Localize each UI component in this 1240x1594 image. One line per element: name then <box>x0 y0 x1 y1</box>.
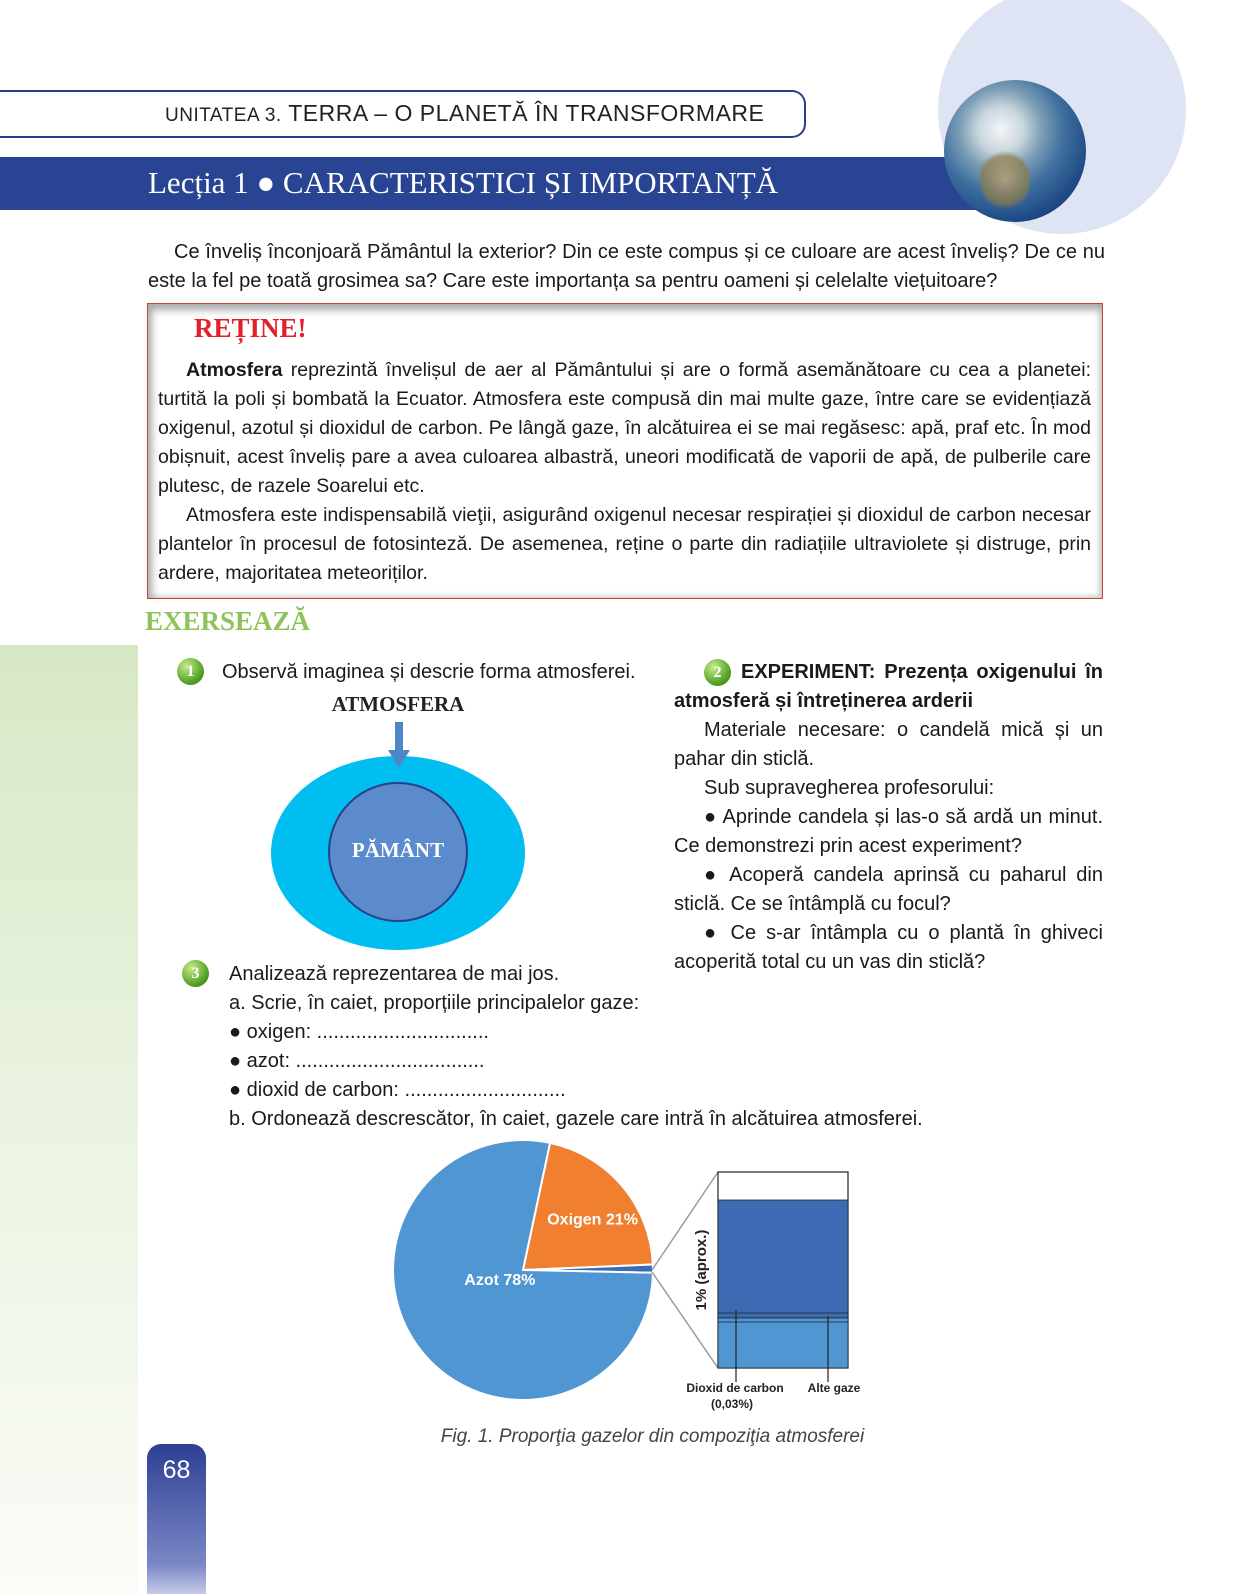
other-gases-label: Alte gaze <box>807 1381 861 1395</box>
intro-questions: Ce înveliș înconjoară Pământul la exterior? Din ce este compus și ce culoare are acest înveliș? De ce nu este la fel pe toată grosimea sa? Care este importanța sa pentru oameni și celelalte viețuitoare? <box>148 241 1105 292</box>
exercise-3-item: ● oxigen: ............................... <box>229 1021 489 1043</box>
pie-label-azot: Azot 78% <box>464 1272 536 1290</box>
earth-label: PĂMÂNT <box>351 838 445 862</box>
exercise-3-number-icon: 3 <box>182 960 209 987</box>
exercise-2-title: EXPERIMENT: Prezența oxigenului în atmosferă și întreținerea arderii <box>674 661 1103 712</box>
exercise-1-text: Observă imaginea și descrie forma atmosferei. <box>222 661 636 683</box>
retine-paragraph-2: Atmosfera este indispensabilă vieţii, asigurând oxigenul necesar respirației și dioxidul de carbon necesar plantelor în procesul de fotosinteză. De asemenea, reține o parte din radiațiile ultraviolete și distruge, prin ardere, majoritatea meteoriților. <box>158 504 1091 584</box>
exercise-3-item: ● azot: .................................. <box>229 1050 485 1072</box>
gas-composition-pie-chart <box>380 1130 880 1420</box>
retine-text <box>158 356 1091 588</box>
retine-title: REȚINE! <box>194 313 307 343</box>
breakout-segment-alte-gaze <box>718 1200 848 1318</box>
co2-label: Dioxid de carbon <box>686 1381 784 1395</box>
lesson-title: Lecția 1 ● CARACTERISTICI ȘI IMPORTANȚĂ <box>148 165 779 200</box>
co2-value-label: (0,03%) <box>710 1397 754 1411</box>
globe-land-detail <box>980 150 1030 210</box>
arrow-down-icon <box>388 722 410 770</box>
exercise-2-step: ● Aprinde candela și las-o să ardă un minut. Ce demonstrezi prin acest experiment? <box>674 806 1103 857</box>
exerseaza-heading: EXERSEAZĂ <box>145 606 311 636</box>
figure-caption: Fig. 1. Proporţia gazelor din compoziţia atmosferei <box>440 1426 865 1447</box>
exercise-2 <box>674 658 1103 977</box>
unit-name: TERRA – O PLANETĂ ÎN TRANSFORMARE <box>288 100 765 126</box>
retine-paragraph-1: reprezintă învelișul de aer al Pământului și are o formă asemănătoare cu cea a planetei: turtită la poli și bombată la Ecuator. Atmosfera este compusă din mai multe gaze, între care se evidențiază oxigenul, azotul și dioxidul de carbon. Pe lângă gaze, în alcătuirea ei se mai regăsesc: apă, praf etc. În mod obișnuit, acest înveliș pare a avea culoarea albastră, uneori modificată de vaporii de apă, de pulberile care plutesc, de razele Soarelui etc. <box>158 359 1091 497</box>
exercise-3-intro: Analizează reprezentarea de mai jos. <box>229 963 560 985</box>
page-number: 68 <box>162 1456 191 1484</box>
exercise-2-step: ● Ce s-ar întâmpla cu o plantă în ghiveci acoperită total cu un vas din sticlă? <box>674 922 1103 973</box>
exercise-3-a: a. Scrie, în caiet, proporțiile principalelor gaze: <box>229 992 640 1014</box>
term-atmosfera: Atmosfera <box>186 359 283 381</box>
exercise-2-step: ● Acoperă candela aprinsă cu paharul din sticlă. Ce se întâmplă cu focul? <box>674 864 1103 915</box>
exercise-3-b: b. Ordonează descrescător, în caiet, gazele care intră în alcătuirea atmosferei. <box>229 1108 923 1130</box>
exercise-2-materials: Materiale necesare: o candelă mică și un pahar din sticlă. <box>674 719 1103 770</box>
atmosphere-label: ATMOSFERA <box>331 692 465 716</box>
exercise-3 <box>229 960 923 1134</box>
unit-title <box>165 100 764 127</box>
exercise-3-item: ● dioxid de carbon: ............................. <box>229 1079 566 1101</box>
exercise-2-supervision: Sub supravegherea profesorului: <box>704 777 995 799</box>
exercise-2-number-icon: 2 <box>704 659 731 686</box>
breakout-label: 1% (aprox.) <box>693 1229 710 1311</box>
side-decoration-bar <box>0 645 138 1594</box>
pie-label-oxigen: Oxigen 21% <box>547 1211 638 1229</box>
exercise-1-number-icon: 1 <box>177 658 204 685</box>
unit-prefix: UNITATEA 3. <box>165 105 282 126</box>
